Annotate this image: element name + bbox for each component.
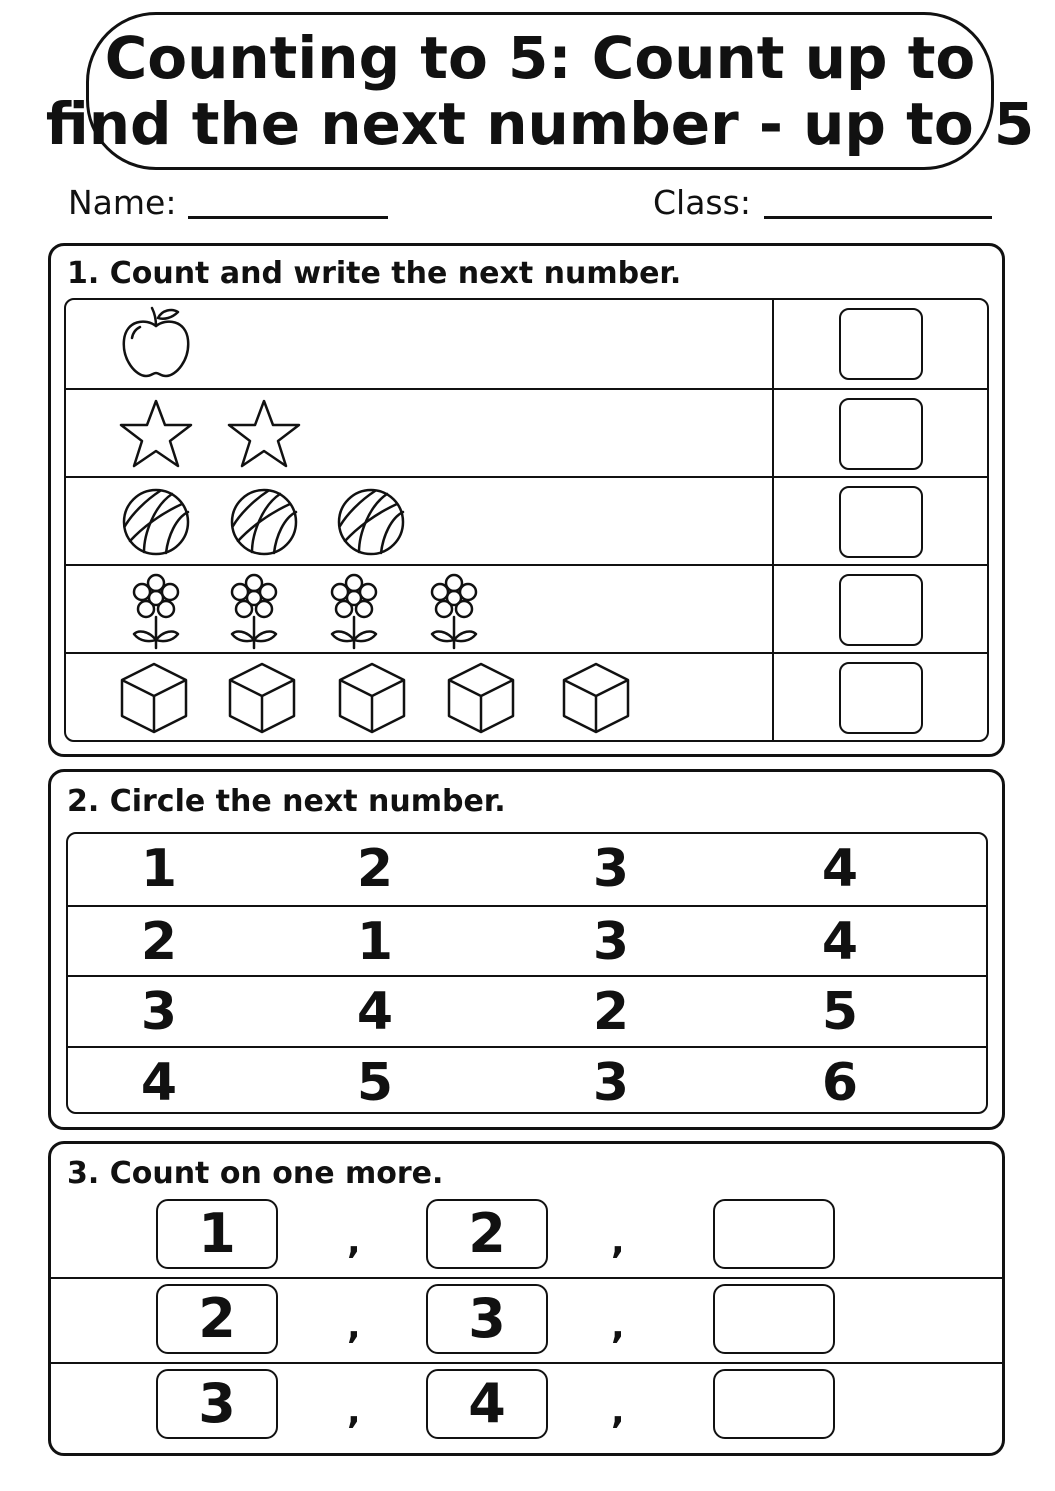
flower-icon <box>326 570 382 654</box>
class-label: Class: <box>653 183 751 222</box>
number-option[interactable]: 3 <box>592 839 630 899</box>
count-row <box>66 300 987 388</box>
answer-box[interactable] <box>713 1199 835 1269</box>
class-field[interactable] <box>764 216 992 219</box>
title-line-1: Counting to 5: Count up to <box>104 24 976 92</box>
cube-icon <box>226 660 298 740</box>
section-1-title: 1. Count and write the next number. <box>67 256 682 291</box>
name-field[interactable] <box>188 216 388 219</box>
count-row <box>66 388 987 476</box>
star-icon <box>226 398 302 474</box>
comma-separator: , <box>347 1306 361 1347</box>
number-box: 3 <box>156 1369 278 1439</box>
number-option[interactable]: 2 <box>592 982 630 1042</box>
star-icon <box>118 398 194 474</box>
name-label: Name: <box>68 183 177 222</box>
section-2-title: 2. Circle the next number. <box>67 784 506 819</box>
circle-table <box>66 832 988 1114</box>
number-option[interactable]: 5 <box>821 982 859 1042</box>
cube-icon <box>445 660 517 740</box>
cube-icon <box>118 660 190 740</box>
number-row <box>68 905 986 976</box>
section-3-title: 3. Count on one more. <box>67 1156 444 1191</box>
number-option[interactable]: 4 <box>140 1052 178 1113</box>
number-box: 2 <box>156 1284 278 1354</box>
cube-icon <box>336 660 408 740</box>
number-row <box>68 834 986 905</box>
comma-separator: , <box>611 1391 625 1432</box>
cube-icon <box>560 660 632 740</box>
number-option[interactable]: 6 <box>821 1052 859 1113</box>
number-option[interactable]: 1 <box>356 911 394 972</box>
number-option[interactable]: 3 <box>592 911 630 972</box>
comma-separator: , <box>611 1306 625 1347</box>
flower-icon <box>128 570 184 654</box>
count-table <box>64 298 989 742</box>
title-line-2: find the next number - up to 5 <box>45 90 1035 158</box>
number-option[interactable]: 5 <box>356 1052 394 1113</box>
worksheet-title <box>45 12 1035 170</box>
ball-icon <box>335 486 407 562</box>
number-box: 2 <box>426 1199 548 1269</box>
apple-icon <box>116 304 196 388</box>
row-divider <box>51 1277 1002 1279</box>
number-box: 3 <box>426 1284 548 1354</box>
comma-separator: , <box>347 1221 361 1262</box>
comma-separator: , <box>347 1391 361 1432</box>
number-option[interactable]: 3 <box>140 982 178 1042</box>
answer-box[interactable] <box>713 1284 835 1354</box>
comma-separator: , <box>611 1221 625 1262</box>
number-option[interactable]: 3 <box>592 1052 630 1113</box>
number-option[interactable]: 2 <box>356 839 394 899</box>
ball-icon <box>120 486 192 562</box>
number-option[interactable]: 4 <box>821 911 859 972</box>
flower-icon <box>426 570 482 654</box>
count-row <box>66 476 987 564</box>
number-row <box>68 1046 986 1115</box>
answer-box[interactable] <box>713 1369 835 1439</box>
number-option[interactable]: 1 <box>140 839 178 899</box>
number-option[interactable]: 4 <box>356 982 394 1042</box>
number-row <box>68 975 986 1046</box>
answer-box[interactable] <box>839 308 923 380</box>
count-row <box>66 652 987 740</box>
number-option[interactable]: 4 <box>821 839 859 899</box>
number-option[interactable]: 2 <box>140 911 178 972</box>
answer-box[interactable] <box>839 486 923 558</box>
ball-icon <box>228 486 300 562</box>
number-box: 1 <box>156 1199 278 1269</box>
count-row <box>66 564 987 652</box>
answer-box[interactable] <box>839 398 923 470</box>
answer-box[interactable] <box>839 574 923 646</box>
flower-icon <box>226 570 282 654</box>
row-divider <box>51 1362 1002 1364</box>
number-box: 4 <box>426 1369 548 1439</box>
answer-box[interactable] <box>839 662 923 734</box>
